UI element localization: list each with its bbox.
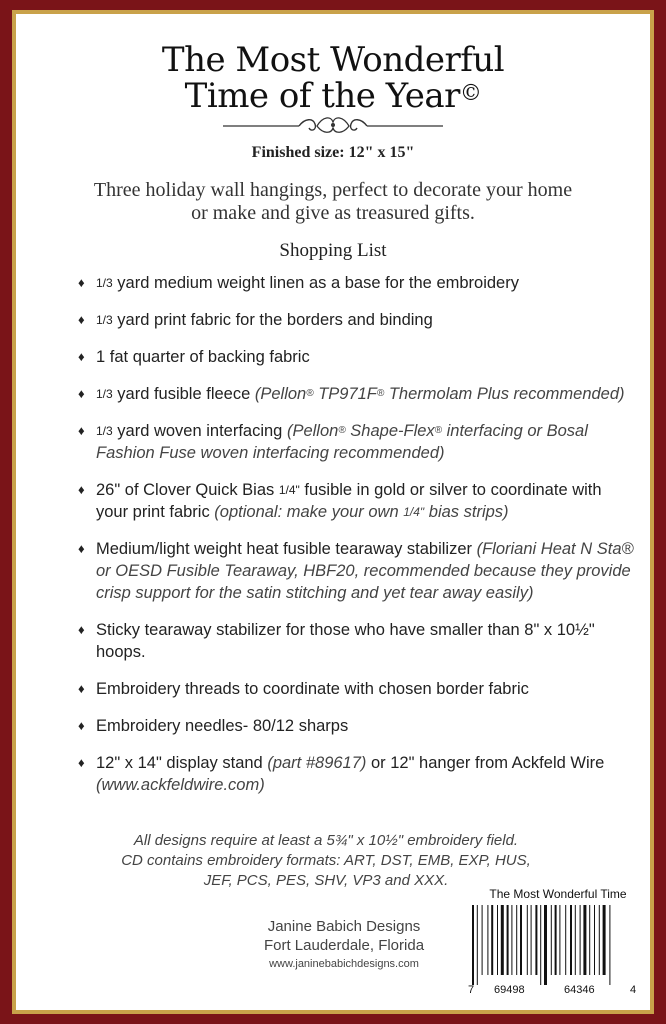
company-website: www.janinebabichdesigns.com [269,958,419,970]
note-part: (Pellon [286,422,339,440]
item-text: Embroidery needles- 80/12 sharps [96,717,349,735]
company-info [244,917,444,970]
item-text: or 12" hanger from Ackfeld Wire [366,754,605,772]
bullet-icon: ♦ [78,718,85,733]
fraction: 1/3 [96,276,113,290]
barcode-bar [507,905,509,975]
bullet-icon: ♦ [78,482,85,497]
item-text: 1 fat quarter of backing fabric [96,348,310,366]
list-item [74,272,634,294]
list-item [74,538,634,604]
item-note: (part #89617) [267,754,367,772]
note-part: bias strips) [424,503,509,521]
item-note [214,503,508,521]
item-text: yard woven interfacing [112,422,287,440]
item-text: fusible in gold or silver to coordinate with your print fabric [96,481,602,521]
barcode-digit: 4 [630,984,637,996]
note-part: Shape-Flex [345,422,435,440]
shopping-list-heading: Shopping List [279,240,387,261]
item-text: yard print fabric for the borders and binding [112,311,433,329]
copyright-mark: © [459,81,482,106]
requirements-line: JEF, PCS, PES, SHV, VP3 and XXX. [203,872,449,889]
registered-mark: ® [376,388,385,399]
bullet-icon: ♦ [78,423,85,438]
requirements-note [106,831,546,891]
pattern-back-cover [16,14,650,1010]
bullet-icon: ♦ [78,755,85,770]
barcode-bar [531,905,532,975]
item-text: Embroidery threads to coordinate with chosen border fabric [96,680,529,698]
barcode-bar [555,905,557,975]
barcode-label: The Most Wonderful Time [489,887,627,901]
barcode-bar [497,905,498,975]
note-part: (optional: make your own [214,503,404,521]
website-note: (www.ackfeldwire.com) [96,776,265,794]
item-text: Sticky tearaway stabilizer for those who have smaller than 8" x 10½" hoops. [96,621,595,661]
barcode-bar [609,905,610,985]
note-part: interfacing or Bosal Fashion Fuse woven interfacing recommended) [96,422,588,462]
bullet-icon: ♦ [78,349,85,364]
bullet-icon: ♦ [78,386,85,401]
bullet-icon: ♦ [78,622,85,637]
list-item [74,383,634,405]
barcode-bar [583,905,586,975]
barcode-bar [511,905,512,975]
barcode-digit: 64346 [564,984,595,996]
barcode-bar [565,905,566,975]
fraction: 1/4" [403,505,425,519]
fraction: 1/3 [96,424,113,438]
barcode-bar [594,905,595,975]
list-item [74,479,634,523]
item-text: yard medium weight linen as a base for the embroidery [112,274,519,292]
note-part: (Pellon [254,385,307,403]
barcode-bar [544,905,547,985]
list-item [74,309,634,331]
shopping-list [74,272,634,811]
barcode-bar [575,905,576,975]
registered-mark: ® [338,425,346,436]
flourish-ornament-icon [221,114,445,138]
requirements-line: All designs require at least a 5¾" x 10½" embroidery field. [133,832,519,849]
list-item [74,752,634,796]
title-line-2 [16,78,650,114]
note-part: TP971F [313,385,377,403]
item-text: 12" x 14" display stand [96,754,268,772]
barcode-bar [491,905,493,975]
registered-mark: ® [306,388,314,399]
barcode-bar [535,905,537,975]
intro-line-1: Three holiday wall hangings, perfect to decorate your home [93,179,573,201]
bullet-icon: ♦ [78,312,85,327]
barcode-bar [603,905,606,975]
fraction: 1/3 [96,313,113,327]
barcode-bar [551,905,552,975]
company-city: Fort Lauderdale, Florida [263,937,425,954]
item-text: Medium/light weight heat fusible tearaway stabilizer [96,540,477,558]
requirements-line: CD contains embroidery formats: ART, DST, EMB, EXP, HUS, [121,852,531,869]
intro-text [16,179,650,225]
barcode-bar [599,905,600,975]
barcode-bar [477,905,478,985]
barcode-bar [589,905,590,975]
list-item [74,619,634,663]
barcode [466,903,642,987]
fraction: 1/4" [278,483,300,497]
intro-line-2: or make and give as treasured gifts. [191,202,475,224]
bullet-icon: ♦ [78,681,85,696]
barcode-digit: 69498 [494,984,525,996]
item-note [255,385,625,403]
barcode-bar [527,905,528,975]
list-item [74,715,634,737]
list-item [74,346,634,368]
barcode-bar [472,905,474,985]
bullet-icon: ♦ [78,275,85,290]
barcode-bar [482,905,483,975]
fraction: 1/3 [96,387,113,401]
bullet-icon: ♦ [78,541,85,556]
item-text: 26" of Clover Quick Bias [96,481,279,499]
barcode-bar [520,905,522,975]
company-name: Janine Babich Designs [267,918,421,935]
item-text: yard fusible fleece [112,385,255,403]
finished-size: Finished size: 12" x 15" [251,144,415,161]
barcode-bar [540,905,541,985]
barcode-bar [487,905,488,975]
title-text: Time of the Year [184,76,460,116]
barcode-bar [559,905,560,975]
barcode-bar [570,905,572,975]
barcode-bar [501,905,504,975]
list-item [74,678,634,700]
note-part: Thermolam Plus recommended) [384,385,625,403]
item-note: (Floriani Heat N Sta® or OESD Fusible Tearaway, HBF20, recommended because they provide crisp support for the satin stitching and yet tear away easily) [96,540,634,602]
registered-mark: ® [434,425,443,436]
title-line-1: The Most Wonderful [161,40,505,80]
barcode-bar [580,905,581,975]
barcode-bar [516,905,517,975]
barcode-digit: 7 [468,984,475,996]
list-item [74,420,634,464]
